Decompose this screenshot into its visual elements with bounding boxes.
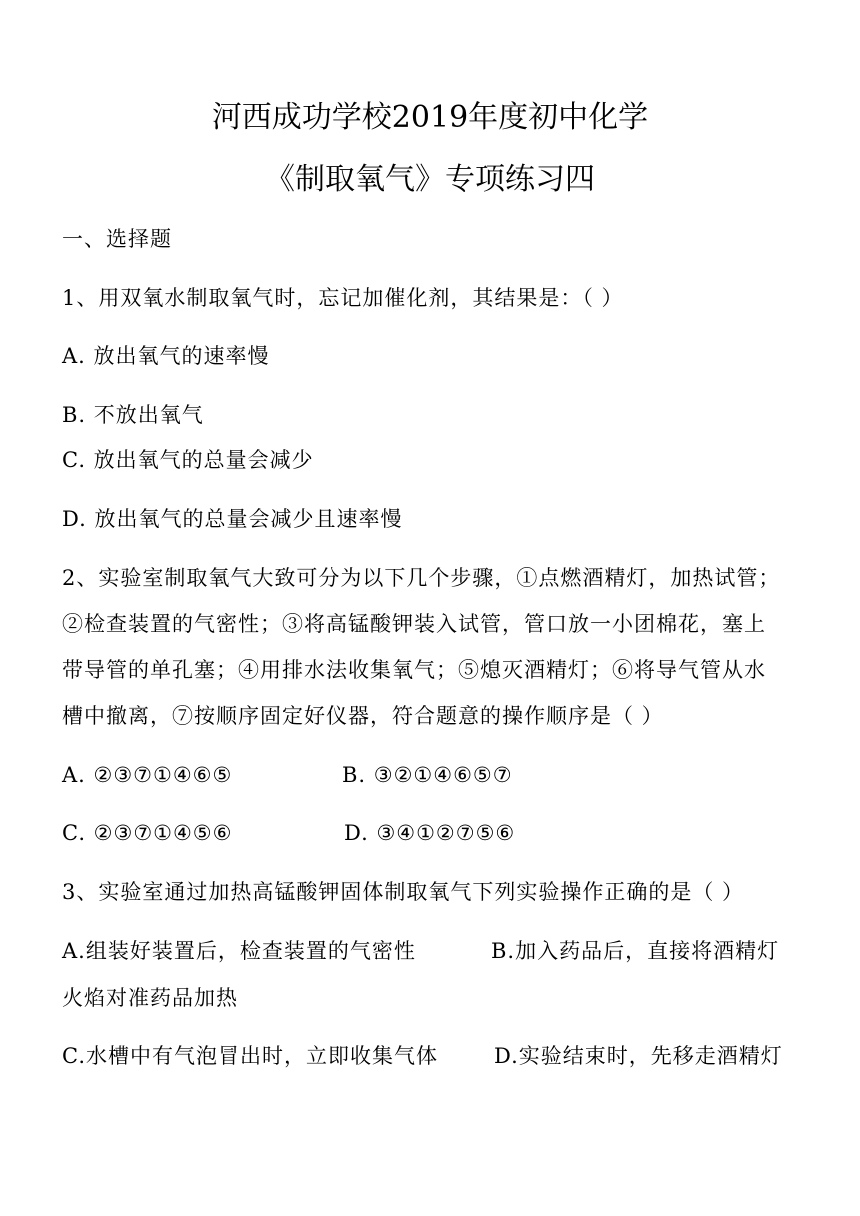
question-2-option-d: D. ③④①②⑦⑤⑥ [344,821,516,845]
question-3-option-b-continued: 火焰对准药品加热 [62,986,238,1010]
question-3-option-c: C.水槽中有气泡冒出时，立即收集气体 [62,1044,438,1068]
section-heading: 一、选择题 [62,227,172,251]
question-2-stem-line-4: 槽中撤离，⑦按顺序固定好仪器，符合题意的操作顺序是（ ） [62,704,664,728]
title-line-1: 河西成功学校2019年度初中化学 [211,100,649,135]
title-line-2: 《制取氧气》专项练习四 [265,162,595,197]
question-2-stem-line-2: ②检查装置的气密性；③将高锰酸钾装入试管，管口放一小团棉花，塞上 [62,612,766,636]
question-2-option-b: B. ③②①④⑥⑤⑦ [342,763,513,787]
question-3-option-d: D.实验结束时，先移走酒精灯 [494,1044,783,1068]
question-3-option-b: B.加入药品后，直接将酒精灯 [491,939,780,963]
question-2-option-c: C. ②③⑦①④⑤⑥ [62,821,233,845]
question-1-option-a: A. 放出氧气的速率慢 [62,344,270,368]
question-1-option-b: B. 不放出氧气 [62,403,204,427]
question-2-option-a: A. ②③⑦①④⑥⑤ [62,763,233,787]
question-2-stem-line-1: 2、实验室制取氧气大致可分为以下几个步骤，①点燃酒精灯，加热试管； [62,566,781,590]
question-1-option-c: C. 放出氧气的总量会减少 [62,448,314,472]
question-3-option-a: A.组装好装置后，检查装置的气密性 [62,939,416,963]
question-1-stem: 1、用双氧水制取氧气时，忘记加催化剂，其结果是：（ ） [62,286,624,310]
question-1-option-d: D. 放出氧气的总量会减少且速率慢 [62,507,403,531]
question-2-stem-line-3: 带导管的单孔塞；④用排水法收集氧气；⑤熄灭酒精灯；⑥将导气管从水 [62,658,766,682]
question-3-stem: 3、实验室通过加热高锰酸钾固体制取氧气下列实验操作正确的是（ ） [62,880,745,904]
